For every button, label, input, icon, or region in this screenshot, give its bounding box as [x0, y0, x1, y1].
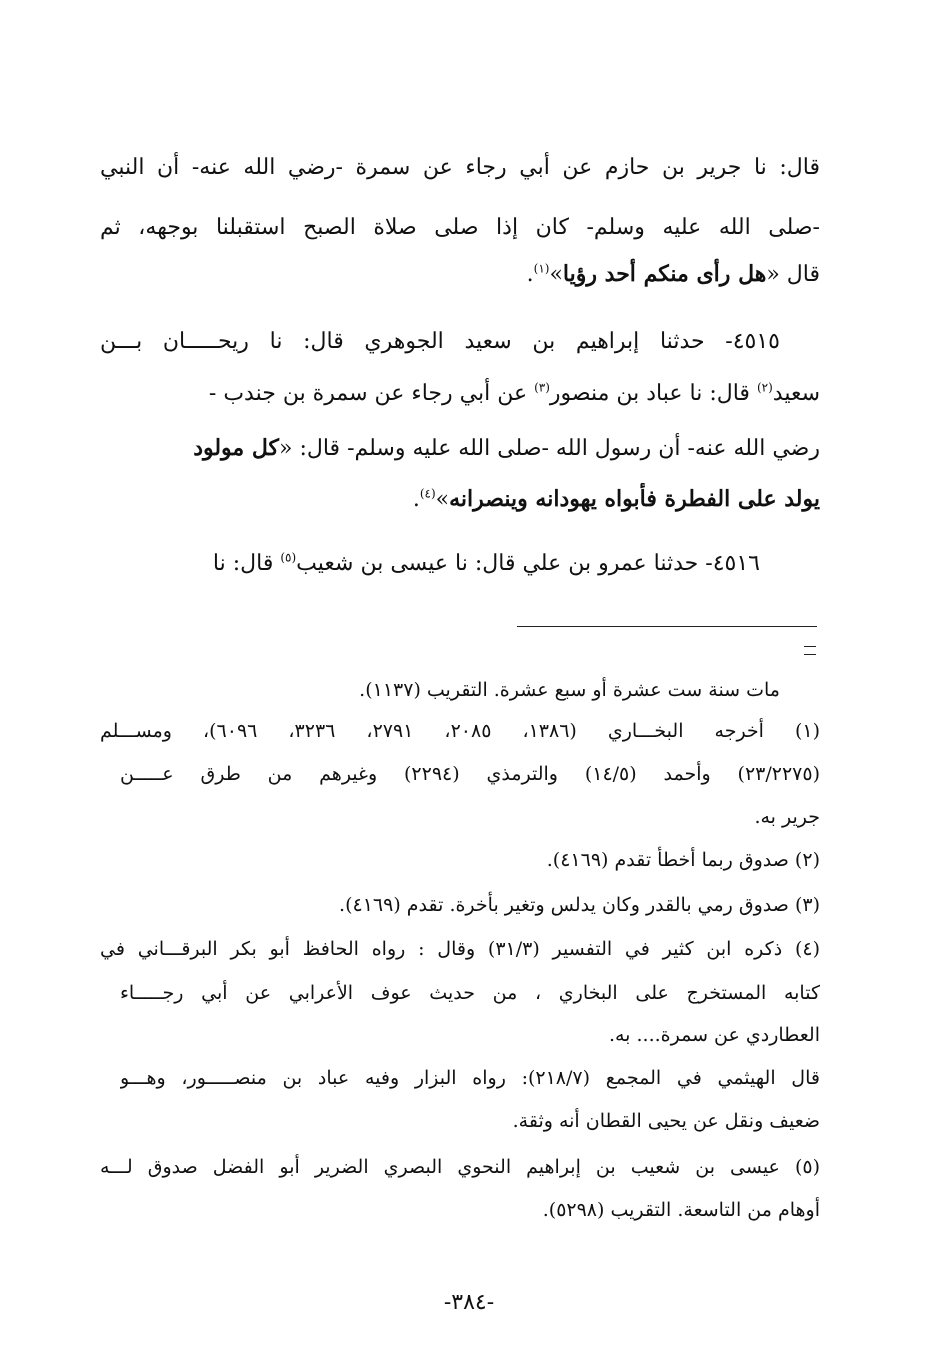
footnote-3: (٣) صدوق رمي بالقدر وكان يدلس وتغير بأخرة. تقدم (٤١٦٩).: [339, 894, 820, 916]
hadith-number-4515: ٤٥١٥-: [725, 329, 780, 354]
hadith-4515-line-3: [100, 432, 820, 465]
hadith-text-bold: هل رأى منكم أحد رؤيا: [562, 261, 767, 287]
hadith-4516-text: حدثنا عمرو بن علي قال: نا عيسى بن شعيب: [296, 551, 699, 576]
continuation-mark: [804, 646, 816, 655]
hadith-4515-line-1: [100, 326, 780, 358]
footnote-4-line-2: كتابه المستخرج على البخاري ، من حديث عوف الأعرابي عن أبي رجـــــاء: [120, 982, 820, 1004]
quote-open: قال «: [766, 262, 820, 287]
narrator-chain-end: عن أبي رجاء عن سمرة بن جندب -: [208, 381, 535, 406]
main-line-2: -صلى الله عليه وسلم- كان إذا صلى صلاة الصبح استقبلنا بوجهه، ثم: [100, 215, 820, 240]
footnote-ref-2: (٢): [756, 380, 773, 395]
footnote-4-line-5: ضعيف ونقل عن يحيى القطان أنه وثقة.: [512, 1110, 820, 1132]
hadith-4516-text-end: قال: نا: [212, 551, 281, 576]
hadith-4515-line-4: [100, 483, 820, 516]
quote-close: »: [549, 262, 563, 287]
narrator-chain: قال: نا عباد بن منصور: [549, 381, 757, 406]
footnote-4-line-1: (٤) ذكره ابن كثير في التفسير (٣١/٣) وقال : رواه الحافظ أبو بكر البرقـــاني في: [100, 938, 820, 960]
page-number: -٣٨٤-: [443, 1290, 495, 1315]
main-line-1: قال: نا جرير بن حازم عن أبي رجاء عن سمرة -رضي الله عنه- أن النبي: [100, 155, 820, 180]
footnote-5-line-1: (٥) عيسى بن شعيب بن إبراهيم النحوي البصري الضرير أبو الفضل صدوق لـــه: [100, 1156, 820, 1178]
footnote-ref-4: (٤): [419, 486, 436, 501]
hadith-4516-line-1: [100, 548, 820, 580]
footnote-ref-1: (١): [533, 261, 550, 276]
hadith-4515-text-3: رضي الله عنه- أن رسول الله -صلى الله عليه وسلم- قال: «: [279, 436, 820, 461]
period: .: [526, 262, 534, 287]
footnote-1-line-2: (٢٣/٢٢٧٥) وأحمد (١٤/٥) والترمذي (٢٢٩٤) وغيرهم من طرق عـــــن: [120, 763, 820, 785]
footnote-separator: [517, 626, 817, 627]
hadith-4515-line-2: [100, 378, 820, 410]
hadith-matn-bold-1: كل مولود: [193, 435, 279, 461]
narrator-name: سعيد: [772, 381, 820, 406]
footnote-5-line-2: أوهام من التاسعة. التقريب (٥٢٩٨).: [542, 1199, 820, 1221]
footnote-2: (٢) صدوق ربما أخطأ تقدم (٤١٦٩).: [546, 849, 820, 871]
footnote-continuation: مات سنة ست عشرة أو سبع عشرة. التقريب (١١٣٧).: [359, 679, 780, 701]
hadith-number-4516: ٤٥١٦-: [705, 551, 760, 576]
main-line-3: [100, 258, 820, 291]
footnote-ref-5: (٥): [280, 550, 297, 565]
footnote-1-line-1: (١) أخرجه البخـــاري (١٣٨٦، ٢٠٨٥، ٢٧٩١، ٣٢٣٦، ٦٠٩٦)، ومســـلم: [100, 720, 820, 742]
footnote-ref-3: (٣): [534, 380, 550, 395]
hadith-4515-text-1: حدثنا إبراهيم بن سعيد الجوهري قال: نا ريحـــــان بـــن: [100, 329, 705, 354]
hadith-matn-bold-2: يولد على الفطرة فأبواه يهودانه وينصرانه: [449, 486, 820, 512]
footnote-1-line-3: جرير به.: [754, 806, 820, 828]
quote-close-2: »: [435, 487, 450, 512]
footnote-4-line-4: قال الهيثمي في المجمع (٢١٨/٧): رواه البزار وفيه عباد بن منصـــــور، وهـــو: [120, 1067, 820, 1089]
period-2: .: [412, 487, 420, 512]
footnote-4-line-3: العطاردي عن سمرة.... به.: [608, 1024, 820, 1046]
